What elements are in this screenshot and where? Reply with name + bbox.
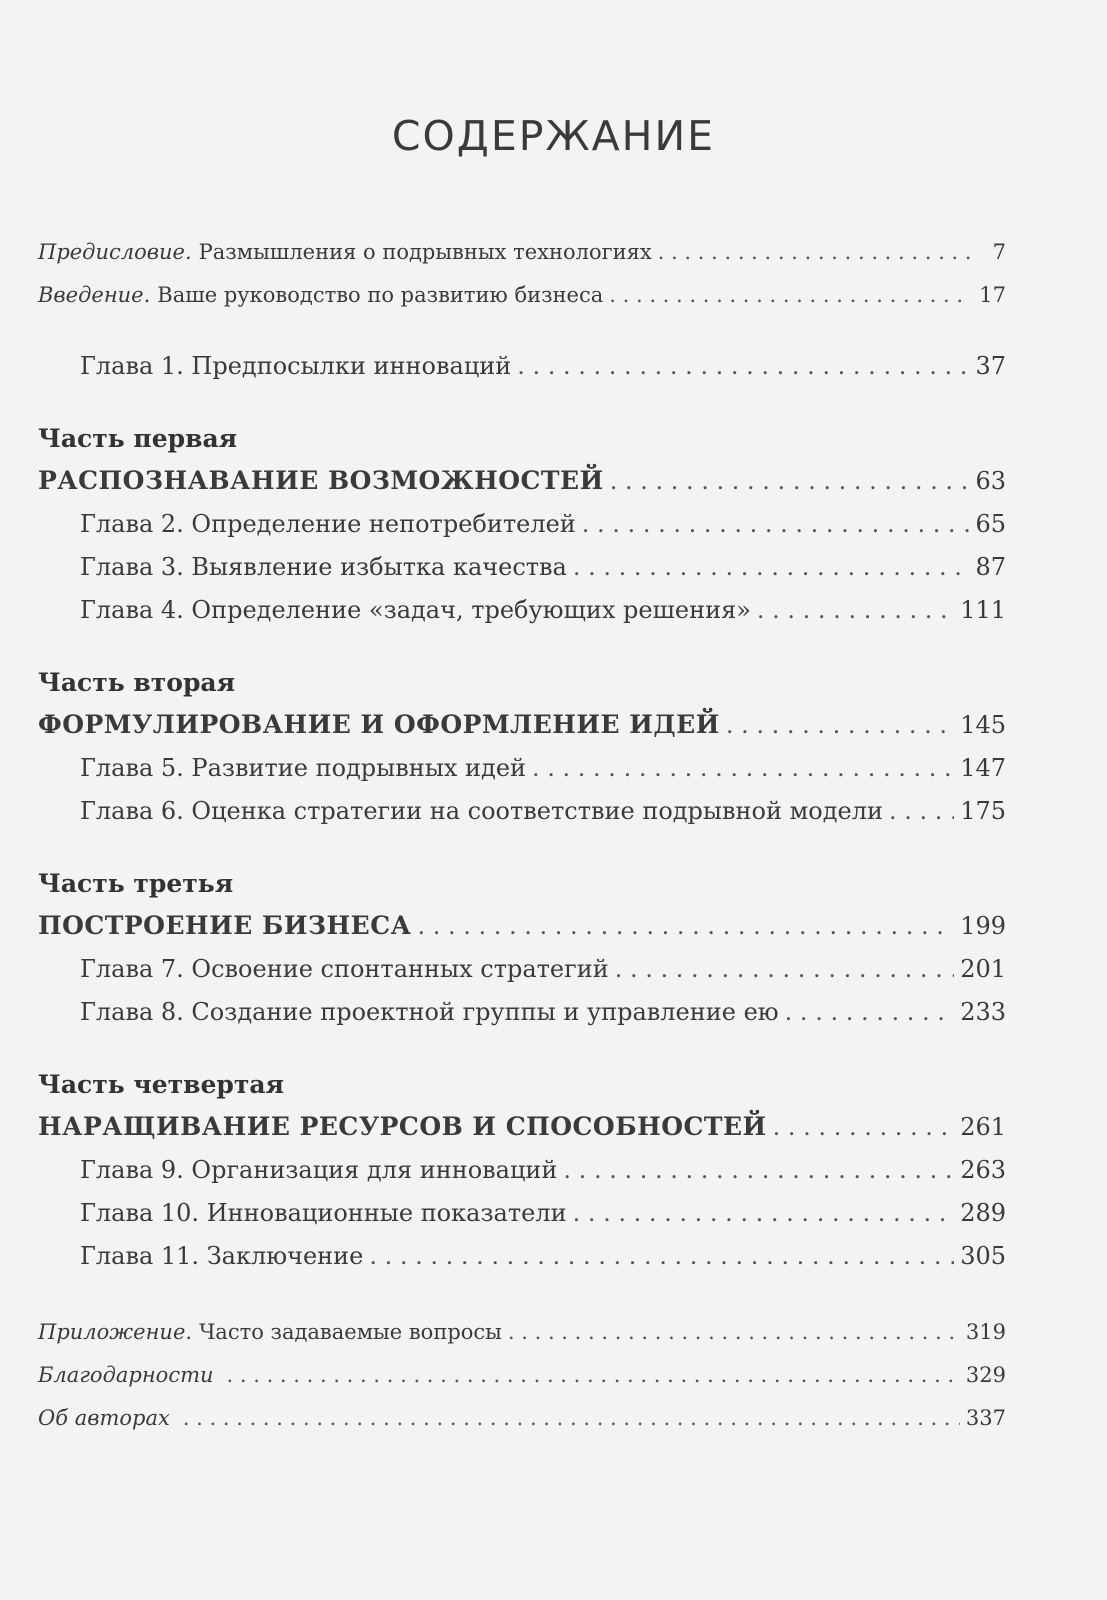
toc-entry-acknowledgements: [38, 1363, 1006, 1387]
part-label: Часть первая: [38, 424, 238, 453]
toc-part-heading: [38, 710, 1006, 739]
page-number: 261: [960, 1113, 1006, 1141]
entry-title: Глава 7. Освоение спонтанных стратегий: [80, 955, 609, 983]
toc-entry-chapter: [80, 797, 1006, 825]
toc-entry-chapter: [80, 1156, 1006, 1184]
page-number: 337: [965, 1406, 1006, 1430]
part-heading: РАСПОЗНАВАНИЕ ВОЗМОЖНОСТЕЙ: [38, 466, 604, 495]
part-label: Часть четвертая: [38, 1070, 285, 1099]
page-number: 329: [965, 1363, 1006, 1387]
toc-entry-chapter: [80, 998, 1006, 1026]
leader-dots: [573, 553, 970, 581]
page-number: 233: [960, 998, 1006, 1026]
toc-entry-chapter-1: [80, 352, 1006, 380]
part-heading: ФОРМУЛИРОВАНИЕ И ОФОРМЛЕНИЕ ИДЕЙ: [38, 710, 720, 739]
toc-entry-chapter: [80, 553, 1006, 581]
entry-title: Глава 6. Оценка стратегии на соответствие подрывной модели: [80, 797, 883, 825]
leader-dots: [773, 1113, 955, 1141]
part-heading: НАРАЩИВАНИЕ РЕСУРСОВ И СПОСОБНОСТЕЙ: [38, 1112, 767, 1141]
leader-dots: [582, 510, 970, 538]
toc-entry-chapter: [80, 1199, 1006, 1227]
leader-dots: [369, 1242, 954, 1270]
page-number: 175: [960, 797, 1006, 825]
toc-entry-chapter: [80, 955, 1006, 983]
leader-dots: [757, 596, 954, 624]
leader-dots: [573, 1199, 955, 1227]
page-number: 201: [960, 955, 1006, 983]
page-number: 319: [965, 1320, 1006, 1344]
part-label: Часть третья: [38, 869, 234, 898]
entry-title: Глава 4. Определение «задач, требующих решения»: [80, 596, 751, 624]
leader-dots: [726, 711, 954, 739]
toc-entry-introduction: [38, 283, 1006, 307]
page-number: 37: [975, 352, 1006, 380]
toc-entry-chapter: [80, 754, 1006, 782]
page-number: 63: [975, 467, 1006, 495]
part-label: Часть вторая: [38, 668, 236, 697]
entry-title: Глава 1. Предпосылки инноваций: [80, 352, 512, 380]
toc-entry-preface: [38, 240, 1006, 264]
page-title: СОДЕРЖАНИЕ: [391, 112, 716, 160]
leader-dots: [785, 998, 955, 1026]
entry-title: Глава 9. Организация для инноваций: [80, 1156, 558, 1184]
leader-dots: [417, 912, 954, 940]
entry-lead: Об авторах: [38, 1406, 170, 1430]
page-number: 147: [960, 754, 1006, 782]
leader-dots: [508, 1320, 960, 1344]
entry-title: Размышления о подрывных технологиях: [198, 240, 652, 264]
leader-dots: [563, 1156, 954, 1184]
entry-lead: Введение.: [38, 283, 151, 307]
entry-title: Глава 11. Заключение: [80, 1242, 364, 1270]
toc-part-heading: [38, 911, 1006, 940]
leader-dots: [615, 955, 954, 983]
toc-part-heading: [38, 466, 1006, 495]
leader-dots: [183, 1406, 960, 1430]
leader-dots: [532, 754, 954, 782]
page-number: 111: [960, 596, 1006, 624]
toc-entry-chapter: [80, 1242, 1006, 1270]
toc-part-heading: [38, 1112, 1006, 1141]
entry-title: Часто задаваемые вопросы: [199, 1320, 502, 1344]
page-number: 87: [975, 553, 1006, 581]
page-number: 289: [960, 1199, 1006, 1227]
entry-title: Глава 8. Создание проектной группы и управление ею: [80, 998, 779, 1026]
entry-lead: Приложение.: [38, 1320, 193, 1344]
entry-title: Глава 10. Инновационные показатели: [80, 1199, 567, 1227]
entry-title: Глава 2. Определение непотребителей: [80, 510, 576, 538]
leader-dots: [227, 1363, 960, 1387]
page-number: 145: [960, 711, 1006, 739]
entry-lead: Благодарности: [38, 1363, 214, 1387]
page-number: 7: [992, 240, 1006, 264]
leader-dots: [610, 467, 970, 495]
entry-title: Глава 3. Выявление избытка качества: [80, 553, 567, 581]
entry-title: Глава 5. Развитие подрывных идей: [80, 754, 527, 782]
page-number: 199: [960, 912, 1006, 940]
leader-dots: [609, 283, 970, 307]
toc-entry-about-authors: [38, 1406, 1006, 1430]
page-number: 305: [960, 1242, 1006, 1270]
leader-dots: [517, 352, 969, 380]
entry-title: Ваше руководство по развитию бизнеса: [157, 283, 604, 307]
leader-dots: [889, 797, 954, 825]
entry-lead: Предисловие.: [38, 240, 192, 264]
page-number: 263: [960, 1156, 1006, 1184]
page-number: 17: [979, 283, 1006, 307]
toc-entry-chapter: [80, 596, 1006, 624]
toc-entry-chapter: [80, 510, 1006, 538]
page-number: 65: [975, 510, 1006, 538]
part-heading: ПОСТРОЕНИЕ БИЗНЕСА: [38, 911, 412, 940]
toc-entry-appendix: [38, 1320, 1006, 1344]
leader-dots: [658, 240, 970, 264]
